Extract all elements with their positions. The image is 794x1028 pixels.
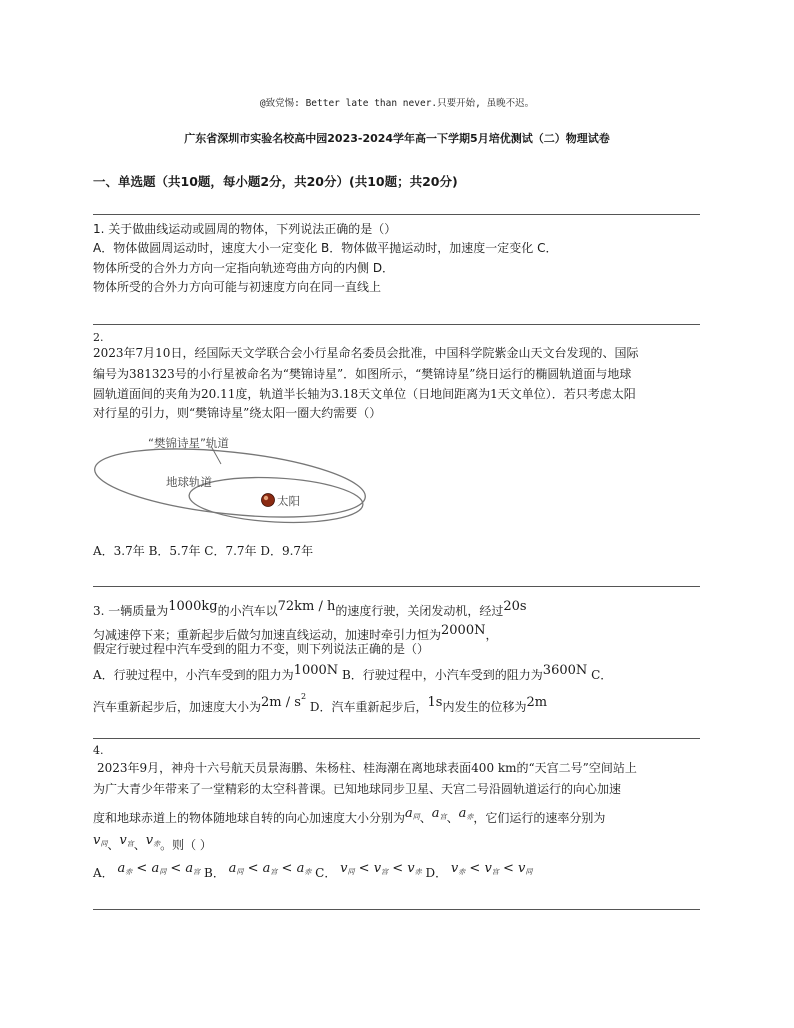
q2-stem-line: 2023年7月10日，经国际天文学联合会小行星命名委员会批准，中国科学院紫金山天文台发现的、国际 bbox=[93, 346, 639, 360]
math-v-gong: $v_宫$ bbox=[119, 833, 134, 848]
math-time-1s: 1s bbox=[427, 695, 443, 710]
math-force-b: 3600N bbox=[542, 663, 588, 678]
q3-stem-line: 匀减速停下来；重新起步后做匀加速直线运动，加速时牵引力恒为2000N， bbox=[93, 623, 498, 642]
math-a-gong: $a_宫$ bbox=[431, 806, 447, 821]
sun-highlight bbox=[264, 496, 268, 500]
q3-options-line: A．行驶过程中，小汽车受到的阻力为1000N B．行驶过程中，小汽车受到的阻力为3600N C． bbox=[93, 663, 613, 682]
q2-number: 2. bbox=[93, 331, 104, 344]
math-v-tong: $v_同$ bbox=[93, 833, 108, 848]
q3-options-line: 汽车重新起步后，加速度大小为$2m / s^2$ D．汽车重新起步后，1s内发生的位移为2m bbox=[93, 692, 548, 714]
exam-title: 广东省深圳市实验名校高中园2023-2024学年高一下学期5月培优测试（二）物理试卷 bbox=[184, 132, 610, 145]
divider bbox=[93, 909, 700, 910]
math-time: 20s bbox=[503, 599, 527, 614]
motto: @致党惕: Better late than never.只要开始, 虽晚不迟。 bbox=[259, 98, 535, 109]
q1-options-line: 物体所受的合外力方向一定指向轨迹弯曲方向的内侧 D． bbox=[93, 261, 395, 275]
divider bbox=[93, 738, 700, 739]
option-a-expression: $a_赤 < a_同 < a_宫$ bbox=[117, 861, 201, 876]
section-heading: 一、单选题（共10题，每小题2分，共20分）(共10题；共20分) bbox=[93, 174, 458, 189]
math-a-tong: $a_同$ bbox=[405, 806, 420, 821]
q1-stem: 1. 关于做曲线运动或圆周的物体，下列说法正确的是（） bbox=[93, 222, 397, 236]
q2-options: A．3.7年 B．5.7年 C．7.7年 D．9.7年 bbox=[93, 544, 314, 558]
math-displacement: 2m bbox=[526, 695, 548, 710]
orbit-diagram bbox=[93, 428, 383, 533]
orbit-label-asteroid: “樊锦诗星”轨道 bbox=[148, 436, 229, 450]
math-force-a: 1000N bbox=[293, 663, 339, 678]
q1-options-line: A．物体做圆周运动时，速度大小一定变化 B．物体做平抛运动时，加速度一定变化 C． bbox=[93, 241, 558, 255]
math-v-chi: $v_赤$ bbox=[145, 833, 161, 848]
q4-options-line: A． $a_赤 < a_同 < a_宫$ B． $a_同 < a_宫 < a_赤$ C． $v_同 < v_宫 < v_赤$ D． $v_赤 < v_宫 < v_同$ bbox=[93, 861, 533, 880]
q2-stem-line: 对行星的引力，则“樊锦诗星”绕太阳一圈大约需要（） bbox=[93, 406, 382, 420]
math-speed: 72km / h bbox=[277, 599, 336, 614]
sun-label: 太阳 bbox=[277, 494, 300, 508]
q4-stem-line: $v_同$、$v_宫$、$v_赤$。则（ ） bbox=[93, 833, 212, 852]
q2-stem-line: 圆轨道面间的夹角为20.11度，轨道半长轴为3.18天文单位（日地间距离为1天文单位）．若只考虑太阳 bbox=[93, 387, 636, 401]
math-force: 2000N bbox=[441, 623, 486, 638]
q2-stem-line: 编号为381323号的小行星被命名为“樊锦诗星”．如图所示，“樊锦诗星”绕日运行的椭圆轨道面与地球 bbox=[93, 367, 632, 381]
math-a-chi: $a_赤$ bbox=[458, 806, 474, 821]
option-d-expression: $v_赤 < v_宫 < v_同$ bbox=[450, 861, 533, 876]
math-mass: 1000kg bbox=[168, 599, 218, 614]
sun-icon bbox=[262, 494, 275, 507]
q1-options-line: 物体所受的合外力方向可能与初速度方向在同一直线上 bbox=[93, 280, 382, 294]
q4-stem-line: 度和地球赤道上的物体随地球自转的向心加速度大小分别为$a_同$、$a_宫$、$a_赤$，它们运行的速率分别为 bbox=[93, 806, 606, 825]
divider bbox=[93, 214, 700, 215]
option-c-expression: $v_同 < v_宫 < v_赤$ bbox=[340, 861, 422, 876]
asteroid-orbit bbox=[93, 438, 368, 528]
option-b-expression: $a_同 < a_宫 < a_赤$ bbox=[228, 861, 312, 876]
divider bbox=[93, 324, 700, 325]
divider bbox=[93, 586, 700, 587]
q3-stem-line: 3. 一辆质量为1000kg的小汽车以72km / h的速度行驶，关闭发动机，经过20s bbox=[93, 599, 527, 618]
orbit-label-earth: 地球轨道 bbox=[166, 475, 212, 489]
q4-number: 4. bbox=[93, 744, 104, 757]
earth-orbit bbox=[188, 473, 364, 526]
q4-stem-line: 2023年9月，神舟十六号航天员景海鹏、朱杨柱、桂海潮在离地球表面400 km的“天宫二号”空间站上 bbox=[97, 761, 637, 775]
q3-stem-line: 假定行驶过程中汽车受到的阻力不变，则下列说法正确的是（） bbox=[93, 642, 430, 656]
math-accel: $2m / s^2$ bbox=[261, 692, 307, 710]
q4-stem-line: 为广大青少年带来了一堂精彩的太空科普课。已知地球同步卫星、天宫二号沿圆轨道运行的向心加速 bbox=[93, 782, 622, 796]
